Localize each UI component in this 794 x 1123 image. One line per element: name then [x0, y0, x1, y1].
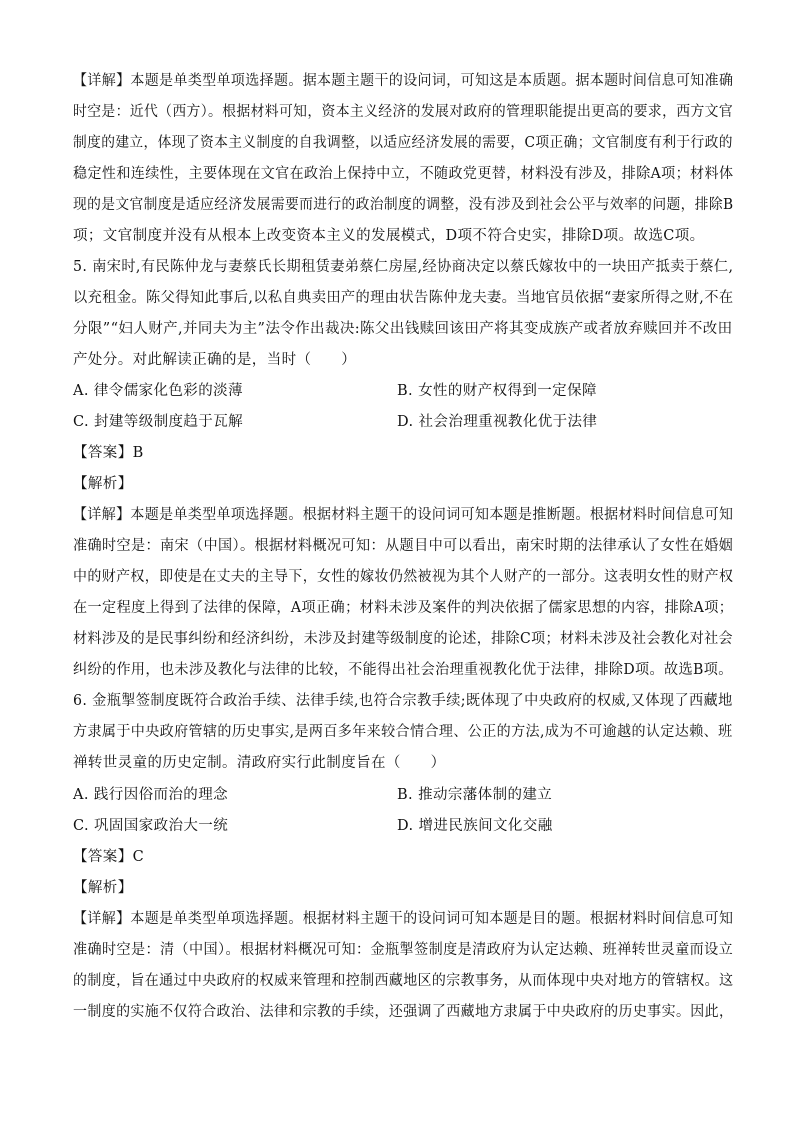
analysis-label: 【解析】	[73, 476, 133, 492]
question-6-stem: 禅转世灵童的历史定制。清政府实行此制度旨在（ ）	[73, 755, 446, 771]
option-d: D. 增进民族间文化交融	[397, 818, 553, 834]
question-5-stem: 以充租金。陈父得知此事后,以私自典卖田产的理由状告陈仲龙夫妻。当地官员依据“妻家所得之财,不在	[73, 290, 734, 306]
analysis-line: 的制度，旨在通过中央政府的权威来管理和控制西藏地区的宗教事务，从而体现中央对地方的管辖权。这	[73, 973, 734, 989]
analysis-line: 中的财产权，即使是在丈夫的主导下，女性的嫁妆仍然被视为其个人财产的一部分。这表明女性的财产权	[73, 569, 734, 585]
analysis-line: 在一定程度上得到了法律的保障，A项正确；材料未涉及案件的判决依据了儒家思想的内容，排除A项；	[73, 600, 734, 616]
text-line: 稳定性和连续性，主要体现在文官在政治上保持中立，不随政党更替，材料没有涉及，排除A项；材料体	[73, 166, 734, 182]
question-5-stem: 5. 南宋时,有民陈仲龙与妻蔡氏长期租赁妻弟蔡仁房屋,经协商决定以蔡氏嫁妆中的一块田产抵卖于蔡仁,	[73, 259, 734, 275]
analysis-line: 【详解】本题是单类型单项选择题。根据材料主题干的设问词可知本题是目的题。根据材料时间信息可知	[73, 911, 734, 927]
option-a: A. 践行因俗而治的理念	[73, 787, 228, 803]
option-c: C. 巩固国家政治大一统	[73, 818, 229, 834]
analysis-line: 准确时空是：清（中国）。根据材料概况可知：金瓶掣签制度是清政府为认定达赖、班禅转世灵童而设立	[73, 942, 734, 958]
option-b: B. 女性的财产权得到一定保障	[397, 383, 597, 399]
analysis-line: 一制度的实施不仅符合政治、法律和宗教的手续，还强调了西藏地方隶属于中央政府的历史事实。因此，	[73, 1004, 734, 1020]
answer-label: 【答案】B	[73, 445, 144, 461]
text-line: 制度的建立，体现了资本主义制度的自我调整，以适应经济发展的需要，C项正确；文官制度有利于行政的	[73, 135, 733, 151]
text-line: 时空是：近代（西方）。根据材料可知，资本主义经济的发展对政府的管理职能提出更高的要求，西方文官	[73, 104, 734, 120]
option-b: B. 推动宗藩体制的建立	[397, 787, 553, 803]
text-line: 现的是文官制度是适应经济发展需要而进行的政治制度的调整，没有涉及到社会公平与效率的问题，排除B	[73, 197, 734, 213]
analysis-line: 准确时空是：南宋（中国）。根据材料概况可知：从题目中可以看出，南宋时期的法律承认了女性在婚姻	[73, 538, 734, 554]
question-5-stem: 产处分。对此解读正确的是，当时（ ）	[73, 352, 357, 368]
question-5-stem: 分限”“妇人财产,并同夫为主”法令作出裁决:陈父出钱赎回该田产将其变成族产或者放弃赎回并不改田	[73, 321, 733, 337]
analysis-label: 【解析】	[73, 880, 133, 896]
question-6-stem: 方隶属于中央政府管辖的历史事实,是两百多年来较合情合理、公正的方法,成为不可逾越的认定达赖、班	[73, 724, 733, 740]
option-c: C. 封建等级制度趋于瓦解	[73, 414, 243, 430]
analysis-line: 【详解】本题是单类型单项选择题。根据材料主题干的设问词可知本题是推断题。根据材料时间信息可知	[73, 507, 734, 523]
text-line: 【详解】本题是单类型单项选择题。据本题主题干的设问词，可知这是本质题。据本题时间信息可知准确	[73, 73, 734, 89]
option-a: A. 律令儒家化色彩的淡薄	[73, 383, 243, 399]
answer-label: 【答案】C	[73, 849, 145, 865]
option-d: D. 社会治理重视教化优于法律	[397, 414, 598, 430]
analysis-line: 材料涉及的是民事纠纷和经济纠纷，未涉及封建等级制度的论述，排除C项；材料未涉及社会教化对社会	[73, 631, 733, 647]
question-6-stem: 6. 金瓶掣签制度既符合政治手续、法律手续,也符合宗教手续;既体现了中央政府的权威,又体现了西藏地	[73, 693, 733, 709]
text-line: 项；文官制度并没有从根本上改变资本主义的发展模式，D项不符合史实，排除D项。故选C项。	[73, 228, 705, 244]
analysis-line: 纠纷的作用，也未涉及教化与法律的比较，不能得出社会治理重视教化优于法律，排除D项。故选B项。	[73, 662, 733, 678]
